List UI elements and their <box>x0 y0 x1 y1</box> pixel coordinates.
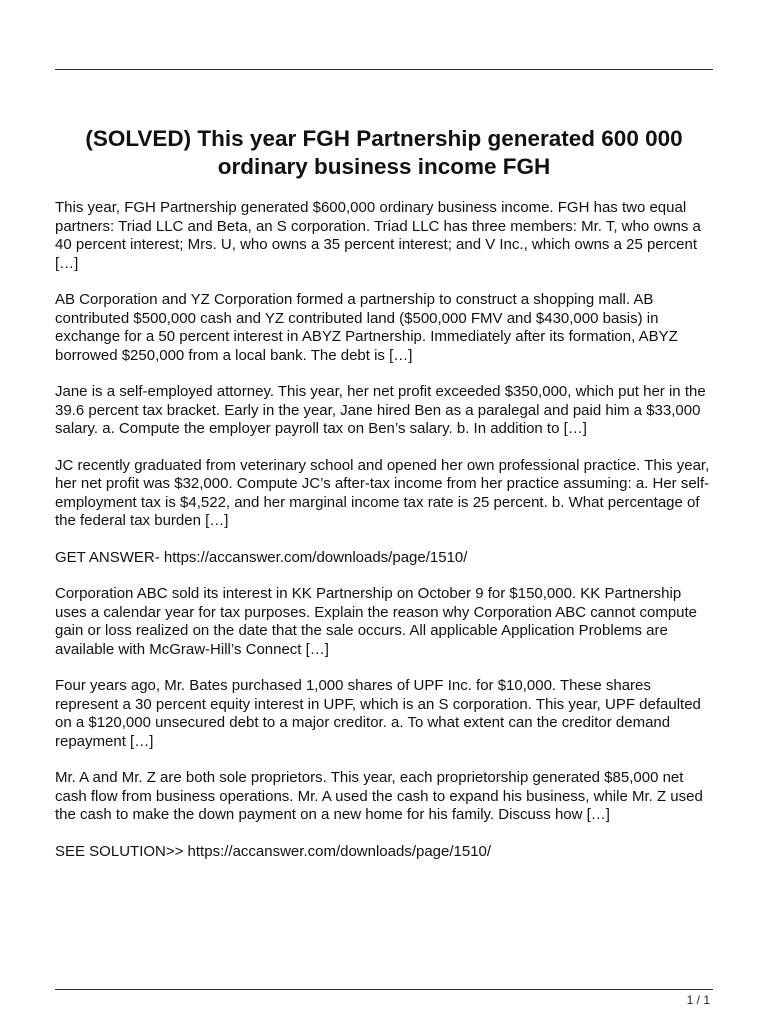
paragraph-jc-veterinary: JC recently graduated from veterinary school and opened her own professional practice. This year, her net profit was $32,000. Compute JC’s after-tax income from her practice assuming: a. Her self-employment tax is $4,522, and her marginal income tax rate is 25 percent. b. What percentage of the federal tax burden […] <box>55 456 710 529</box>
see-solution-link[interactable]: SEE SOLUTION>> https://accanswer.com/downloads/page/1510/ <box>55 842 492 860</box>
paragraph-abyz-partnership: AB Corporation and YZ Corporation formed a partnership to construct a shopping mall. AB contributed $500,000 cash and YZ contributed land ($500,000 FMV and $430,000 basis) in exchange for a 50 percent interest in ABYZ Partnership. Immediately after its formation, ABYZ borrowed $250,000 from a local bank. The debt is […] <box>55 291 678 364</box>
paragraph-kk-partnership: Corporation ABC sold its interest in KK Partnership on October 9 for $150,000. KK Partnership uses a calendar year for tax purposes. Explain the reason why Corporation ABC cannot compute gain or loss realized on the date that the sale occurs. All applicable Application Problems are available with McGraw-Hill’s Connect […] <box>55 585 698 658</box>
get-answer-link[interactable]: GET ANSWER- https://accanswer.com/downloads/page/1510/ <box>55 548 468 566</box>
paragraph-sole-proprietors: Mr. A and Mr. Z are both sole proprietors. This year, each proprietorship generated $85,000 net cash flow from business operations. Mr. A used the cash to expand his business, while Mr. Z used the cash to make the down payment on a new home for his family. Discuss how […] <box>55 769 703 823</box>
header-divider <box>55 69 713 70</box>
document-body <box>55 199 717 879</box>
paragraph-jane-attorney: Jane is a self-employed attorney. This year, her net profit exceeded $350,000, which put her in the 39.6 percent tax bracket. Early in the year, Jane hired Ben as a paralegal and paid him a $33,000 salary. a. Compute the employer payroll tax on Ben’s salary. b. In addition to […] <box>55 383 706 437</box>
footer-divider <box>55 989 713 990</box>
page-number: 1 / 1 <box>686 993 710 1007</box>
document-title: (SOLVED) This year FGH Partnership generated 600 000 ordinary business income FGH <box>85 126 683 179</box>
paragraph-upf-shares: Four years ago, Mr. Bates purchased 1,000 shares of UPF Inc. for $10,000. These shares represent a 30 percent equity interest in UPF, which is an S corporation. This year, UPF defaulted on a $120,000 unsecured debt to a major creditor. a. To what extent can the creditor demand repayment […] <box>55 677 701 750</box>
paragraph-fgh-partnership: This year, FGH Partnership generated $600,000 ordinary business income. FGH has two equal partners: Triad LLC and Beta, an S corporation. Triad LLC has three members: Mr. T, who owns a 40 percent interest; Mrs. U, who owns a 35 percent interest; and V Inc., which owns a 25 percent […] <box>55 199 701 272</box>
